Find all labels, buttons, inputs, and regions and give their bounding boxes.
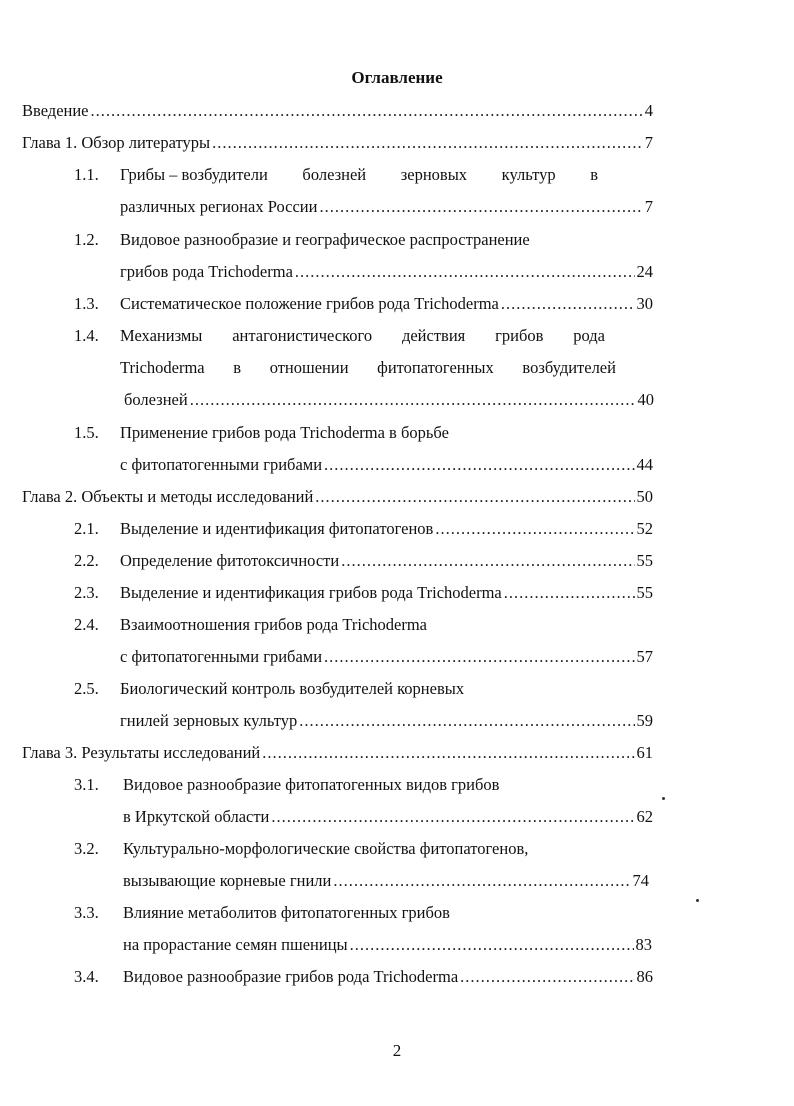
section-number: 2.2. (74, 551, 99, 570)
toc-entry-section-1-3[interactable] (120, 293, 653, 315)
toc-entry-text: Выделение и идентификация фитопатогенов (120, 519, 434, 538)
toc-entry-section-3-2[interactable] (123, 870, 649, 892)
toc-entry-page: 59 (636, 711, 653, 730)
toc-entry-text: грибов рода Trichoderma (120, 262, 293, 281)
toc-entry-text: Видовое разнообразие грибов рода Trichoderma (123, 967, 459, 986)
toc-entry-line[interactable]: Видовое разнообразие и географическое распространение (120, 230, 530, 249)
toc-entry-page: 50 (636, 487, 653, 506)
word: отношении (269, 358, 349, 377)
toc-entry-section-2-5[interactable] (120, 710, 653, 732)
section-number: 2.5. (74, 679, 99, 698)
word: грибов (495, 326, 544, 345)
toc-entry-page: 52 (636, 519, 653, 538)
toc-entry-text: гнилей зерновых культур (120, 711, 298, 730)
leader-dots (315, 486, 634, 508)
section-number: 3.1. (74, 775, 99, 794)
section-number: 2.3. (74, 583, 99, 602)
toc-entry-section-2-1[interactable] (120, 518, 653, 540)
word: Механизмы (120, 326, 203, 345)
toc-entry-page: 7 (644, 133, 653, 152)
leader-dots (299, 710, 634, 732)
section-number: 1.1. (74, 165, 99, 184)
word: болезней (302, 165, 367, 184)
toc-entry-text: Глава 3. Результаты исследований (22, 743, 261, 762)
leader-dots (190, 389, 636, 411)
toc-entry-line[interactable]: Влияние метаболитов фитопатогенных грибов (123, 903, 450, 922)
toc-entry-line[interactable]: Видовое разнообразие фитопатогенных видов грибов (123, 775, 500, 794)
toc-entry-text: Выделение и идентификация грибов рода Trichoderma (120, 583, 502, 602)
leader-dots (262, 742, 634, 764)
toc-entry-page: 83 (635, 935, 652, 954)
toc-entry-page: 55 (636, 551, 653, 570)
section-number: 2.1. (74, 519, 99, 538)
section-number: 2.4. (74, 615, 99, 634)
word: культур (501, 165, 556, 184)
toc-entry-line[interactable]: Биологический контроль возбудителей корневых (120, 679, 465, 698)
word: Грибы – возбудители (120, 165, 268, 184)
toc-entry-text: с фитопатогенными грибами (120, 647, 323, 666)
toc-entry-line[interactable] (120, 325, 605, 347)
toc-entry-page: 30 (636, 294, 653, 313)
leader-dots (91, 100, 643, 122)
leader-dots (324, 454, 634, 476)
leader-dots (324, 646, 634, 668)
leader-dots (319, 196, 642, 218)
section-number: 3.4. (74, 967, 99, 986)
leader-dots (504, 582, 635, 604)
section-number: 1.4. (74, 326, 99, 345)
page-number: 2 (392, 1041, 402, 1060)
toc-entry-page: 44 (636, 455, 653, 474)
toc-entry-line[interactable]: Культурально-морфологические свойства фитопатогенов, (123, 839, 529, 858)
leader-dots (333, 870, 630, 892)
leader-dots (295, 261, 635, 283)
toc-entry-page: 55 (636, 583, 653, 602)
scan-speck (696, 899, 699, 902)
toc-entry-section-2-2[interactable] (120, 550, 653, 572)
toc-entry-section-3-4[interactable] (123, 966, 653, 988)
toc-entry-text: с фитопатогенными грибами (120, 455, 323, 474)
toc-entry-page: 61 (636, 743, 653, 762)
section-number: 3.3. (74, 903, 99, 922)
toc-entry-page: 62 (636, 807, 653, 826)
word: Trichoderma (120, 358, 205, 377)
toc-entry-section-1-5[interactable] (120, 454, 653, 476)
leader-dots (501, 293, 635, 315)
word: рода (573, 326, 605, 345)
toc-entry-text: Определение фитотоксичности (120, 551, 340, 570)
toc-entry-page: 74 (632, 871, 649, 890)
toc-entry-chapter-3[interactable] (22, 742, 653, 764)
leader-dots (350, 934, 634, 956)
toc-entry-text: Глава 1. Обзор литературы (22, 133, 211, 152)
toc-entry-section-2-3[interactable] (120, 582, 653, 604)
word: возбудителей (522, 358, 616, 377)
leader-dots (435, 518, 634, 540)
word: антагонистического (232, 326, 373, 345)
toc-entry-chapter-2[interactable] (22, 486, 653, 508)
word: фитопатогенных (377, 358, 494, 377)
toc-entry-page: 24 (636, 262, 653, 281)
toc-entry-page: 86 (636, 967, 653, 986)
toc-entry-text: Введение (22, 101, 89, 120)
toc-entry-section-2-4[interactable] (120, 646, 653, 668)
toc-entry-text: на прорастание семян пшеницы (123, 935, 348, 954)
word: в (233, 358, 242, 377)
section-number: 3.2. (74, 839, 99, 858)
toc-entry-text: Систематическое положение грибов рода Trichoderma (120, 294, 499, 313)
leader-dots (212, 132, 643, 154)
leader-dots (341, 550, 634, 572)
toc-entry-introduction[interactable] (22, 100, 653, 122)
section-number: 1.2. (74, 230, 99, 249)
toc-title: Оглавление (351, 68, 443, 87)
toc-entry-section-1-4[interactable] (124, 389, 654, 411)
toc-entry-text: различных регионах России (120, 197, 318, 216)
scan-speck (662, 797, 665, 800)
toc-entry-line[interactable] (120, 164, 598, 186)
toc-entry-page: 4 (644, 101, 653, 120)
word: зерновых (400, 165, 468, 184)
toc-entry-section-3-3[interactable] (123, 934, 652, 956)
section-number: 1.3. (74, 294, 99, 313)
leader-dots (460, 966, 634, 988)
toc-entry-text: Глава 2. Объекты и методы исследований (22, 487, 314, 506)
toc-entry-line[interactable]: Применение грибов рода Trichoderma в борьбе (120, 423, 449, 442)
toc-entry-chapter-1[interactable] (22, 132, 653, 154)
toc-entry-page: 57 (636, 647, 653, 666)
section-number: 1.5. (74, 423, 99, 442)
toc-entry-text: болезней (124, 390, 188, 409)
word: в (590, 165, 598, 184)
toc-entry-text: в Иркутской области (123, 807, 270, 826)
toc-entry-page: 7 (644, 197, 653, 216)
toc-entry-section-3-1[interactable] (123, 806, 653, 828)
toc-entry-text: вызывающие корневые гнили (123, 871, 332, 890)
toc-entry-line[interactable] (120, 357, 616, 379)
toc-entry-page: 40 (637, 390, 654, 409)
toc-entry-line[interactable]: Взаимоотношения грибов рода Trichoderma (120, 615, 427, 634)
leader-dots (271, 806, 634, 828)
word: действия (401, 326, 466, 345)
toc-entry-section-1-1[interactable] (120, 196, 653, 218)
toc-entry-section-1-2[interactable] (120, 261, 653, 283)
